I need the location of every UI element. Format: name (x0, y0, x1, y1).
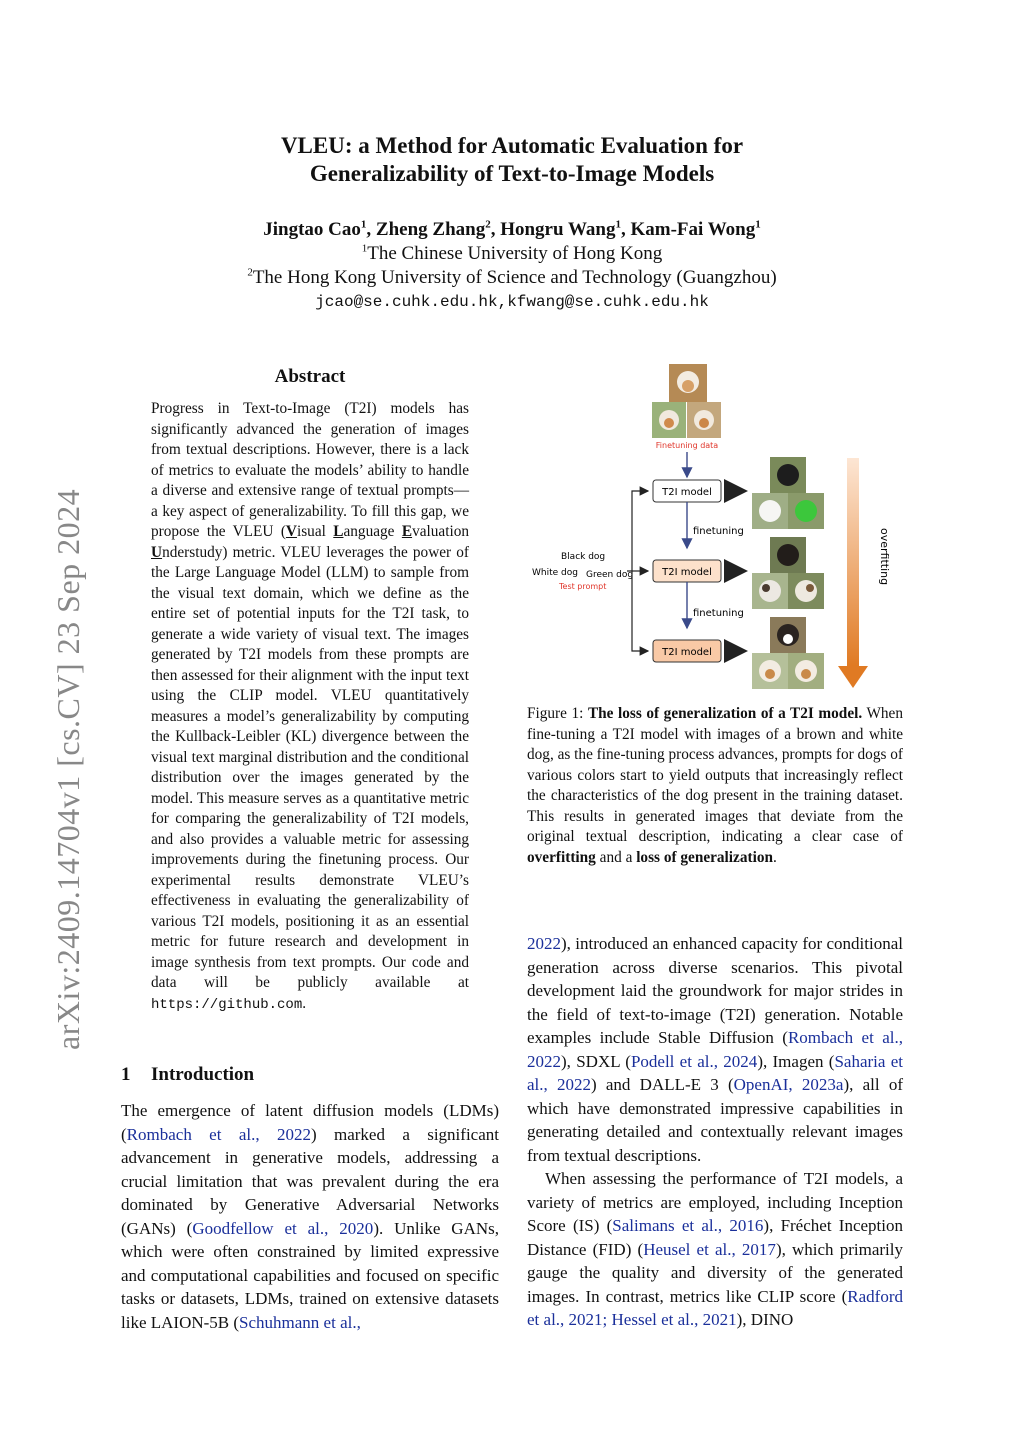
overfitting-label: overfitting (878, 528, 891, 586)
citation-rombach[interactable]: Rombach et al., 2022 (126, 1124, 311, 1144)
citation-podell[interactable]: Podell et al., 2024 (630, 1051, 758, 1071)
affiliation-1-mark: 1 (361, 242, 368, 255)
intro-text-11: ), which primarily gauge the quality and diversity of the generated images. In contrast, metrics like CLIP score ( (527, 1239, 903, 1306)
intro-paragraph-1 (121, 1099, 499, 1334)
output-images-stage-3 (752, 617, 824, 689)
finetuning-label-1: finetuning (693, 526, 744, 537)
caption-label: Figure 1: (527, 705, 588, 722)
title-line-1: VLEU: a Method for Automatic Evaluation for (280, 133, 744, 158)
finetuning-data-label: Finetuning data (655, 441, 719, 450)
citation-saharia[interactable]: Saharia et al., 2022 (527, 1051, 903, 1094)
figure-1 (527, 360, 903, 690)
prompt-green-dog: Green dog (586, 570, 634, 580)
intro-text-7: ) and DALL-E 3 ( (591, 1075, 734, 1094)
abstract-end: . (302, 994, 307, 1012)
intro-text-2: ) marked a significant advancement in generative models, addressing a crucial limitation that was prevalent during the era dominated by Generative Adversarial Networks (GANs) ( (121, 1124, 499, 1238)
intro-paragraph-1-cont (527, 932, 903, 1167)
citation-heusel[interactable]: Heusel et al., 2017 (643, 1239, 776, 1259)
author-1-affil: 1 (360, 218, 367, 231)
t2i-model-label-2: T2I model (662, 567, 712, 578)
section-number: 1 (121, 1064, 131, 1085)
intro-text-4: ), introduced an enhanced capacity for conditional generation across diverse scenarios. This pivotal development laid the groundwork for major strides in the field of text-to-image (T2I) generation. Notable examples include Stable Diffusion ( (527, 934, 903, 1047)
caption-title: The loss of generalization of a T2I model. (587, 705, 863, 722)
acronym-u-rest: nderstudy (162, 543, 223, 561)
citation-salimans[interactable]: Salimans et al., 2016 (612, 1216, 764, 1235)
caption-overfitting: overfitting (527, 848, 596, 866)
intro-text-10: ), Fréchet Inception Distance (FID) ( (527, 1216, 903, 1259)
overfitting-arrow (838, 458, 868, 688)
abstract-heading: Abstract (274, 366, 346, 387)
citation-schuhmann[interactable]: Schuhmann et al., (239, 1312, 361, 1332)
citation-separator: ; (602, 1310, 612, 1329)
t2i-model-label-1: T2I model (662, 487, 712, 498)
citation-rombach-2[interactable]: Rombach et al., 2022 (527, 1028, 903, 1071)
citation-schuhmann-year[interactable]: 2022 (527, 934, 561, 953)
finetuning-data-images (652, 364, 721, 438)
author-4: Kam-Fai Wong (630, 219, 756, 240)
github-link[interactable]: https://github.com (151, 996, 303, 1013)
intro-text-8: ), all of which have demonstrated impressive capabilities in generating detailed and contextually relevant images from textual descriptions. (527, 1075, 903, 1165)
intro-text-6: ), Imagen ( (757, 1051, 835, 1071)
caption-loss-of-generalization: loss of generalization (636, 848, 773, 866)
output-images-stage-1 (752, 457, 824, 529)
prompt-black-dog: Black dog (561, 552, 606, 562)
test-prompt-label: Test prompt (559, 582, 607, 591)
intro-text-3: ). Unlike GANs, which were often constrained by limited expressive and computational capabilities and focused on specific tasks or datasets, LDMs, trained on extensive datasets like LAION-5B ( (121, 1218, 499, 1332)
caption-text: When fine-tuning a T2I model with images of a brown and white dog, as the fine-tuning process advances, prompts for dogs of various colors start to yield outputs that increasingly reflect the characteristics of the dog present in the training dataset. This results in generated images that deviate from the original textual description, indicating a clear case of (527, 705, 903, 845)
title-line-2: Generalizability of Text-to-Image Models (309, 161, 715, 186)
acronym-e: E (401, 523, 413, 540)
author-3: Hongru Wang (500, 219, 616, 240)
t2i-model-label-3: T2I model (662, 647, 712, 658)
affiliation-2 (0, 266, 1024, 290)
citation-hessel[interactable]: Hessel et al., 2021 (611, 1310, 737, 1329)
affiliation-2-text: The Hong Kong University of Science and Technology (Guangzhou) (252, 267, 777, 288)
section-heading-introduction (121, 1064, 499, 1086)
intro-text-12: ), DINO (736, 1310, 794, 1329)
figure-1-caption (527, 704, 903, 868)
acronym-e-rest: valuation (412, 523, 469, 540)
acronym-l-rest: anguage (343, 523, 402, 540)
prompt-white-dog: White dog (532, 568, 578, 578)
citation-radford[interactable]: Radford et al., 2021 (527, 1286, 903, 1329)
author-names: Jingtao Cao$^1$, Zheng Zhang$^2$, Hongru Wang$^1$, Kam-Fai Wong$^1$ (263, 218, 761, 240)
affiliation-1 (0, 242, 1024, 266)
citation-openai[interactable]: OpenAI, 2023a (733, 1075, 844, 1094)
arxiv-identifier: arXiv:2409.14704v1 [cs.CV] 23 Sep 2024 (50, 488, 86, 1050)
acronym-l: L (333, 523, 344, 540)
abstract-text-1: Progress in Text-to-Image (T2I) models has significantly advanced the generation of images from textual descriptions. However, there is a lack of metrics to evaluate the models’ ability to handle a diverse and extensive range of textual prompts—a key aspect of generalizability. To fill this gap, we propose the VLEU ( (151, 400, 469, 540)
arxiv-sidebar (28, 450, 86, 1050)
intro-text-9: When assessing the performance of T2I models, a variety of metrics are employed, including Inception Score (IS) ( (527, 1169, 903, 1235)
right-column-text (527, 932, 903, 1332)
finetuning-label-2: finetuning (693, 608, 744, 619)
author-block (0, 218, 1024, 314)
author-2-affil: 2 (485, 218, 491, 231)
section-title: Introduction (151, 1064, 255, 1085)
intro-text-1: The emergence of latent diffusion models (LDMs) ( (121, 1101, 499, 1144)
author-2: Zheng Zhang (375, 219, 486, 240)
acronym-u: U (151, 543, 163, 561)
abstract-body (151, 399, 469, 1015)
figure-1-diagram (527, 360, 903, 690)
paper-title (0, 132, 1024, 188)
author-emails: jcao@se.cuhk.edu.hk,kfwang@se.cuhk.edu.hk (315, 293, 709, 311)
acronym-v: V (285, 523, 297, 540)
author-4-affil: 1 (755, 218, 761, 231)
acronym-v-rest: isual (296, 523, 334, 540)
author-1: Jingtao Cao (263, 219, 361, 240)
caption-end: . (773, 848, 777, 866)
affiliation-1-text: The Chinese University of Hong Kong (367, 243, 663, 264)
author-3-affil: 1 (615, 218, 621, 231)
affiliation-2-mark: 2 (247, 266, 253, 279)
caption-text-2: and a (595, 848, 637, 866)
output-images-stage-2 (752, 537, 824, 609)
citation-goodfellow[interactable]: Goodfellow et al., 2020 (192, 1218, 374, 1238)
abstract-text-2: ) metric. VLEU leverages the power of the Large Language Model (LLM) to sample from the visual text domain, which we define as the entire set of potential inputs for the T2I task, to generate a wide variety of visual text. The images generated by T2I models from these prompts are then assessed for their alignment with the input text using the CLIP model. VLEU quantitatively measures a model’s generalizability by computing the Kullback-Leibler (KL) divergence between the visual text marginal distribution and the conditional distribution over the images generated by the model. This measure serves as a quantitative metric for comparing the generalizability of T2I models, and also provides a valuable metric for assessing improvements during the finetuning process. Our experimental results demonstrate VLEU’s effectiveness in evaluating the generalizability of various T2I models, positioning it as an essential metric for future research and development in image synthesis from text prompts. Our code and data will be publicly available at (151, 543, 469, 991)
intro-paragraph-2 (527, 1167, 903, 1332)
intro-text-5: ), SDXL ( (561, 1051, 631, 1071)
